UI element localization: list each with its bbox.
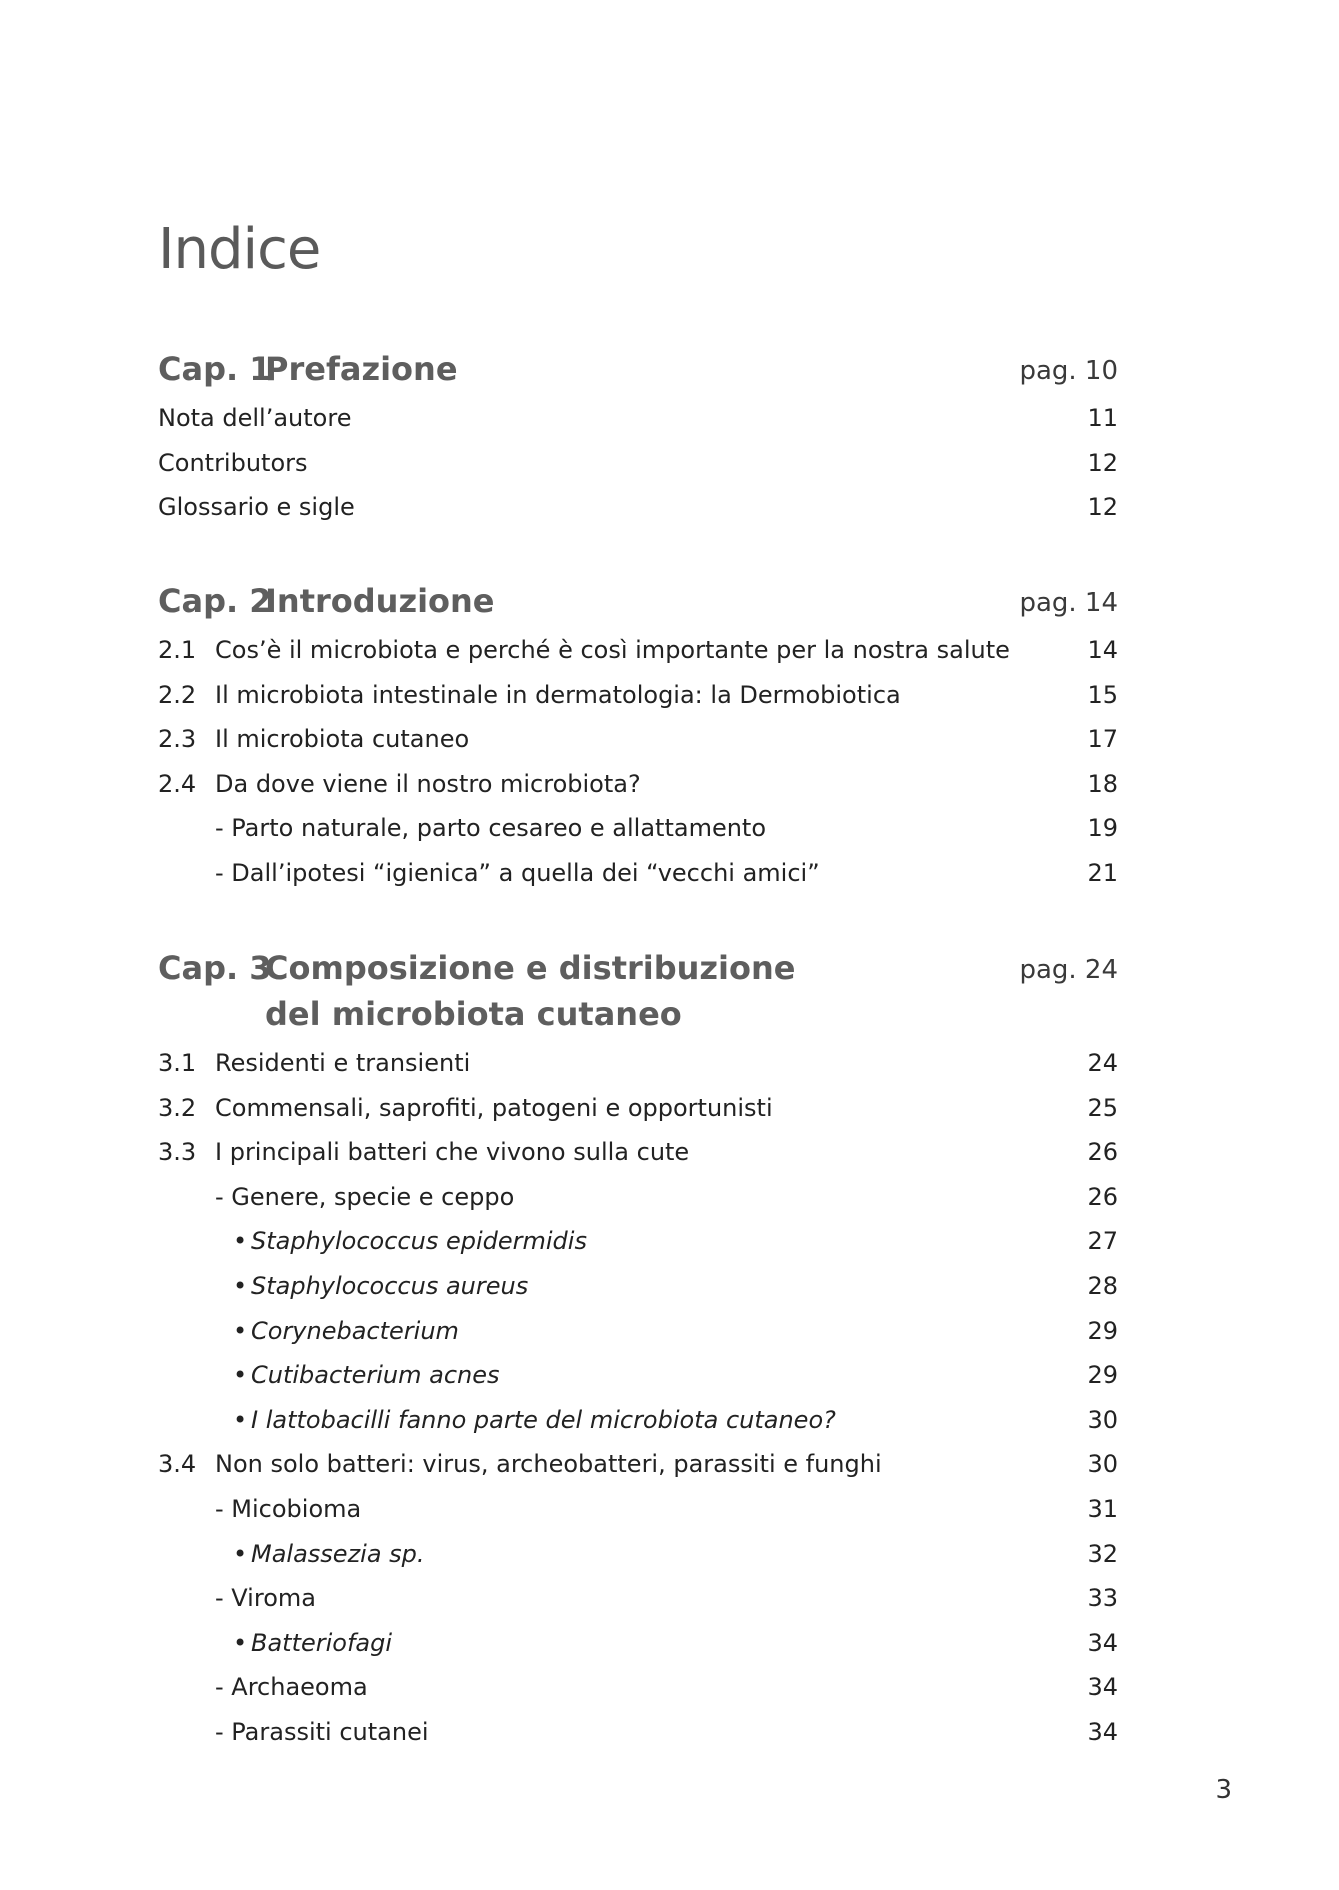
entry-title: Glossario e sigle (158, 493, 355, 522)
entry-page: 34 (1087, 1628, 1118, 1657)
entry-title: - Parassiti cutanei (215, 1717, 429, 1746)
section-number: 2.4 (158, 769, 197, 798)
toc-entry[interactable] (158, 1175, 1118, 1220)
entry-title: Commensali, saprofiti, patogeni e opportunisti (215, 1093, 773, 1122)
toc-entry[interactable] (158, 396, 1118, 441)
chapter-page: pag. 10 (1019, 356, 1118, 386)
entry-title: - Viroma (215, 1584, 316, 1613)
section-number: 2.3 (158, 725, 197, 754)
bullet-icon: • (233, 1361, 248, 1390)
entry-title: Staphylococcus epidermidis (251, 1227, 587, 1256)
page-title: Indice (158, 217, 321, 282)
chapter-title-line-2: del microbiota cutaneo (265, 995, 682, 1033)
entry-title: - Archaeoma (215, 1673, 368, 1702)
chapter-title: Composizione e distribuzione (265, 949, 796, 987)
chapter-title: Prefazione (265, 350, 458, 388)
chapter-3 (158, 945, 1118, 1755)
bullet-icon: • (233, 1539, 248, 1568)
entry-title: Cutibacterium acnes (251, 1361, 500, 1390)
section-number: 3.3 (158, 1138, 197, 1167)
page-number: 3 (1215, 1775, 1232, 1805)
chapter-title: Introduzione (265, 582, 495, 620)
entry-page: 25 (1087, 1093, 1118, 1122)
entry-page: 28 (1087, 1271, 1118, 1300)
entry-page: 26 (1087, 1182, 1118, 1211)
entry-title: Il microbiota intestinale in dermatologia: la Dermobiotica (215, 680, 901, 709)
section-number: 3.1 (158, 1049, 197, 1077)
entry-page: 12 (1087, 448, 1118, 477)
entry-title: Non solo batteri: virus, archeobatteri, parassiti e funghi (215, 1450, 882, 1479)
entry-title: Da dove viene il nostro microbiota? (215, 769, 641, 798)
toc-entry[interactable] (158, 673, 1118, 718)
entry-title: Batteriofagi (251, 1628, 393, 1657)
entry-title: - Genere, specie e ceppo (215, 1182, 515, 1211)
entry-list (158, 628, 1118, 896)
entry-page: 33 (1087, 1584, 1118, 1613)
entry-page: 30 (1087, 1450, 1118, 1479)
toc-entry[interactable] (158, 1665, 1118, 1710)
chapter-heading[interactable] (158, 346, 1118, 392)
toc-entry[interactable] (158, 1398, 1118, 1443)
entry-title: - Dall’ipotesi “igienica” a quella dei “vecchi amici” (215, 858, 820, 887)
toc-entry[interactable] (158, 762, 1118, 807)
entry-title: - Micobioma (215, 1494, 362, 1523)
entry-page: 19 (1087, 814, 1118, 843)
entry-title: Contributors (158, 448, 308, 477)
entry-page: 17 (1087, 725, 1118, 754)
toc-entry[interactable] (158, 1219, 1118, 1264)
entry-page: 26 (1087, 1138, 1118, 1167)
entry-page: 29 (1087, 1361, 1118, 1390)
chapter-2 (158, 578, 1118, 896)
toc-entry[interactable] (158, 1621, 1118, 1666)
toc-entry[interactable] (158, 717, 1118, 762)
chapter-page: pag. 24 (1019, 955, 1118, 985)
toc-entry[interactable] (158, 1442, 1118, 1487)
entry-title: I lattobacilli fanno parte del microbiota cutaneo? (251, 1405, 836, 1434)
entry-page: 15 (1087, 680, 1118, 709)
toc-entry[interactable] (158, 1309, 1118, 1354)
entry-title: Il microbiota cutaneo (215, 725, 470, 754)
toc-entry[interactable] (158, 1086, 1118, 1131)
entry-page: 31 (1087, 1494, 1118, 1523)
bullet-icon: • (233, 1405, 248, 1434)
toc-entry[interactable] (158, 441, 1118, 486)
entry-title: Staphylococcus aureus (251, 1271, 529, 1300)
entry-title: Corynebacterium (251, 1316, 459, 1345)
toc-entry[interactable] (158, 1710, 1118, 1755)
chapter-page: pag. 14 (1019, 588, 1118, 618)
section-number: 2.2 (158, 680, 197, 709)
chapter-1 (158, 346, 1118, 530)
chapter-number: Cap. 1 (158, 350, 272, 388)
entry-page: 24 (1087, 1049, 1118, 1077)
section-number: 3.4 (158, 1450, 197, 1479)
toc-entry[interactable] (158, 1532, 1118, 1577)
toc-entry[interactable] (158, 1130, 1118, 1175)
toc-entry[interactable] (158, 1264, 1118, 1309)
entry-list (158, 396, 1118, 530)
entry-page: 21 (1087, 858, 1118, 887)
entry-title: Residenti e transienti (215, 1049, 471, 1077)
entry-page: 32 (1087, 1539, 1118, 1568)
entry-list (158, 1041, 1118, 1755)
entry-page: 34 (1087, 1673, 1118, 1702)
chapter-heading[interactable] (158, 578, 1118, 624)
toc-entry[interactable] (158, 851, 1118, 896)
entry-page: 29 (1087, 1316, 1118, 1345)
entry-title: I principali batteri che vivono sulla cute (215, 1138, 690, 1167)
entry-title: - Parto naturale, parto cesareo e allattamento (215, 814, 767, 843)
bullet-icon: • (233, 1628, 248, 1657)
toc-entry[interactable] (158, 1576, 1118, 1621)
toc-entry[interactable] (158, 806, 1118, 851)
entry-title: Nota dell’autore (158, 404, 352, 432)
chapter-number: Cap. 2 (158, 582, 272, 620)
section-number: 3.2 (158, 1093, 197, 1122)
entry-title: Malassezia sp. (251, 1539, 425, 1568)
toc-entry[interactable] (158, 628, 1118, 673)
entry-page: 30 (1087, 1405, 1118, 1434)
entry-title: Cos’è il microbiota e perché è così importante per la nostra salute (215, 636, 1010, 664)
entry-page: 18 (1087, 769, 1118, 798)
toc-entry[interactable] (158, 1353, 1118, 1398)
bullet-icon: • (233, 1271, 248, 1300)
entry-page: 11 (1087, 404, 1118, 432)
entry-page: 12 (1087, 493, 1118, 522)
bullet-icon: • (233, 1316, 248, 1345)
bullet-icon: • (233, 1227, 248, 1256)
toc-entry[interactable] (158, 485, 1118, 530)
entry-page: 34 (1087, 1717, 1118, 1746)
chapter-number: Cap. 3 (158, 949, 272, 987)
toc-entry[interactable] (158, 1041, 1118, 1086)
toc-entry[interactable] (158, 1487, 1118, 1532)
chapter-heading[interactable] (158, 945, 1118, 1037)
section-number: 2.1 (158, 636, 197, 664)
entry-page: 27 (1087, 1227, 1118, 1256)
entry-page: 14 (1087, 636, 1118, 664)
